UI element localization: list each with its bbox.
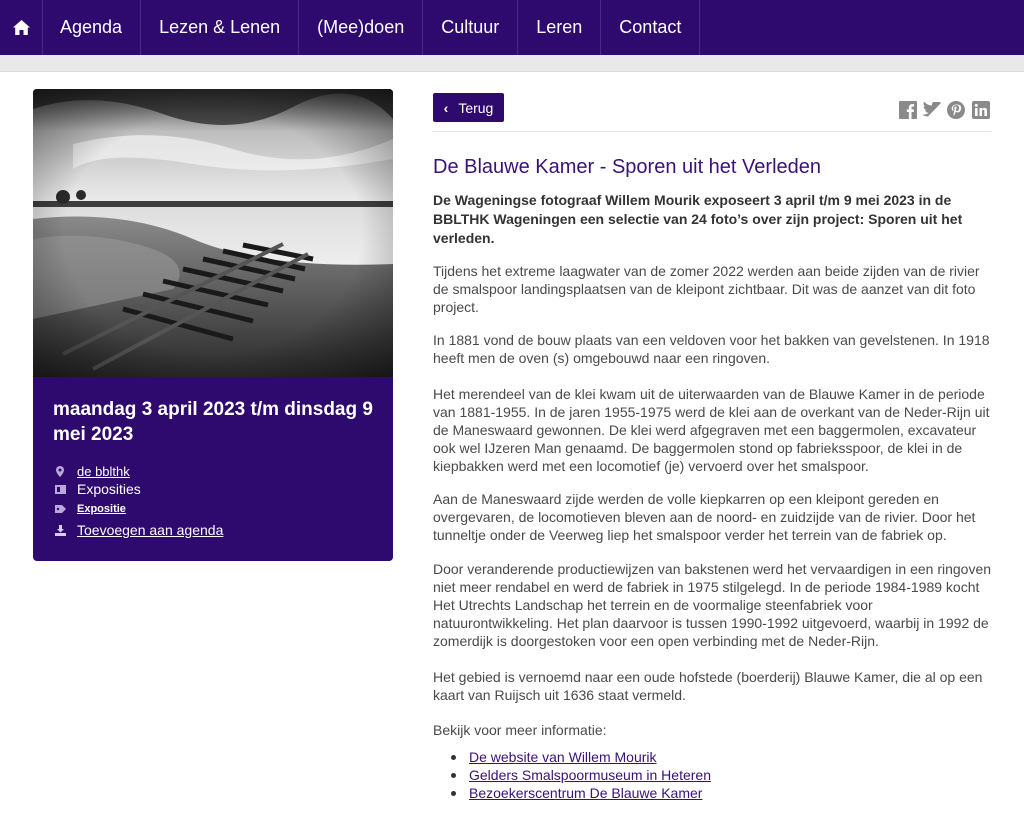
article-paragraph: Door veranderende productiewijzen van bakstenen werd het vervaardigen in een ringoven niet meer rendabel en werd de fabriek in 1975 stilgelegd. In de periode 1984-1989 kocht Het Utrechts Landschap het terrein en de voormalige steenfabriek voor natuurontwikkeling. Het plan daarvoor is tussen 1990-1992 uitgevoerd, waarbij in 1992 de zomerdijk is doorgestoken voor een open verbinding met de Neder-Rijn. [433,561,992,649]
article-paragraph: In 1881 vond de bouw plaats van een veldoven voor het bakken van gevelstenen. In 1918 heeft men de oven (s) omgebouwd naar een ringoven. [433,332,990,366]
nav-home-button[interactable] [0,0,43,55]
category-label: Exposities [77,481,141,497]
nav-item-lezen-lenen[interactable]: Lezen & Lenen [141,0,299,55]
event-date-range: maandag 3 april 2023 t/m dinsdag 9 mei 2023 [53,399,373,445]
article-paragraph: Tijdens het extreme laagwater van de zomer 2022 werden aan beide zijden van de rivier de smalspoor landingsplaatsen van de kleipont zichtbaar. Dit was de aanzet van dit foto project. [433,263,980,315]
event-add-agenda [53,522,383,538]
facebook-share-button[interactable] [898,100,918,120]
event-category [53,481,383,497]
main-nav [0,0,1024,55]
link-bezoekerscentrum[interactable]: Bezoekerscentrum De Blauwe Kamer [469,785,703,801]
list-item [433,784,993,802]
event-card [33,89,393,561]
list-item [433,766,993,784]
list-item [433,748,993,766]
article-title: De Blauwe Kamer - Sporen uit het Verleden [433,156,821,178]
nav-item-cultuur[interactable]: Cultuur [423,0,518,55]
home-icon [13,20,30,35]
location-pin-icon [53,465,67,479]
chevron-left-icon: ‹ [443,99,449,116]
bullet [451,791,456,796]
back-button[interactable] [433,93,504,122]
location-link[interactable]: de bblthk [77,464,130,479]
info-links-list [433,748,993,802]
tag-icon [53,502,67,516]
article-paragraph: Het gebied is vernoemd naar een oude hofstede (boerderij) Blauwe Kamer, die al op een kaart van Ruijsch uit 1636 staat vermeld. [433,669,983,703]
event-photo [33,89,393,377]
toolbar-divider [433,131,991,132]
twitter-icon [922,102,942,119]
pinterest-icon [947,101,965,119]
twitter-share-button[interactable] [922,100,942,120]
linkedin-icon [972,101,990,119]
article-paragraph: Het merendeel van de klei kwam uit de uiterwaarden van de Blauwe Kamer in de periode van 1881-1955. In de jaren 1955-1975 werd de klei aan de overkant van de Neder-Rijn uit de Maneswaard gewonnen. De klei werd afgegraven met een baggermolen, excavateur ook wel IJzeren Man genaamd. De baggermolen stond op fabrieksspoor, de klei in de kiepbakken werd met een locomotief (je) vervoerd over het smalspoor. [433,386,990,474]
event-tag [53,502,383,516]
bullet [451,773,456,778]
nav-item-contact[interactable]: Contact [601,0,700,55]
linkedin-share-button[interactable] [971,100,991,120]
event-location [53,464,383,479]
article-paragraph: Aan de Maneswaard zijde werden de volle kiepkarren op een kleipont gereden en overgevaren, de locomotieven bleven aan de noord- en zuidzijde van de rivier. Door het tunneltje onder de Veerweg liep het smalspoor verder het terrein van de fabriek op. [433,491,976,543]
download-icon [53,523,67,537]
nav-item-meedoen[interactable]: (Mee)doen [299,0,423,55]
link-smalspoormuseum[interactable]: Gelders Smalspoormuseum in Heteren [469,767,711,783]
nav-item-leren[interactable]: Leren [518,0,601,55]
tag-link[interactable]: Expositie [77,503,126,515]
back-button-label: Terug [458,99,494,116]
article-lead: De Wageningse fotograaf Willem Mourik exposeert 3 april t/m 9 mei 2023 in de BBLTHK Wageningen een selectie van 24 foto’s over zijn project: Sporen uit het verleden. [433,192,963,246]
sub-bar [0,55,1024,72]
category-icon [53,482,67,496]
facebook-icon [899,101,917,119]
pinterest-share-button[interactable] [946,100,966,120]
bullet [451,755,456,760]
add-to-agenda-link[interactable]: Toevoegen aan agenda [77,522,224,538]
nav-item-agenda[interactable]: Agenda [43,0,141,55]
more-info-label: Bekijk voor meer informatie: [433,722,607,738]
link-willem-mourik[interactable]: De website van Willem Mourik [469,749,657,765]
